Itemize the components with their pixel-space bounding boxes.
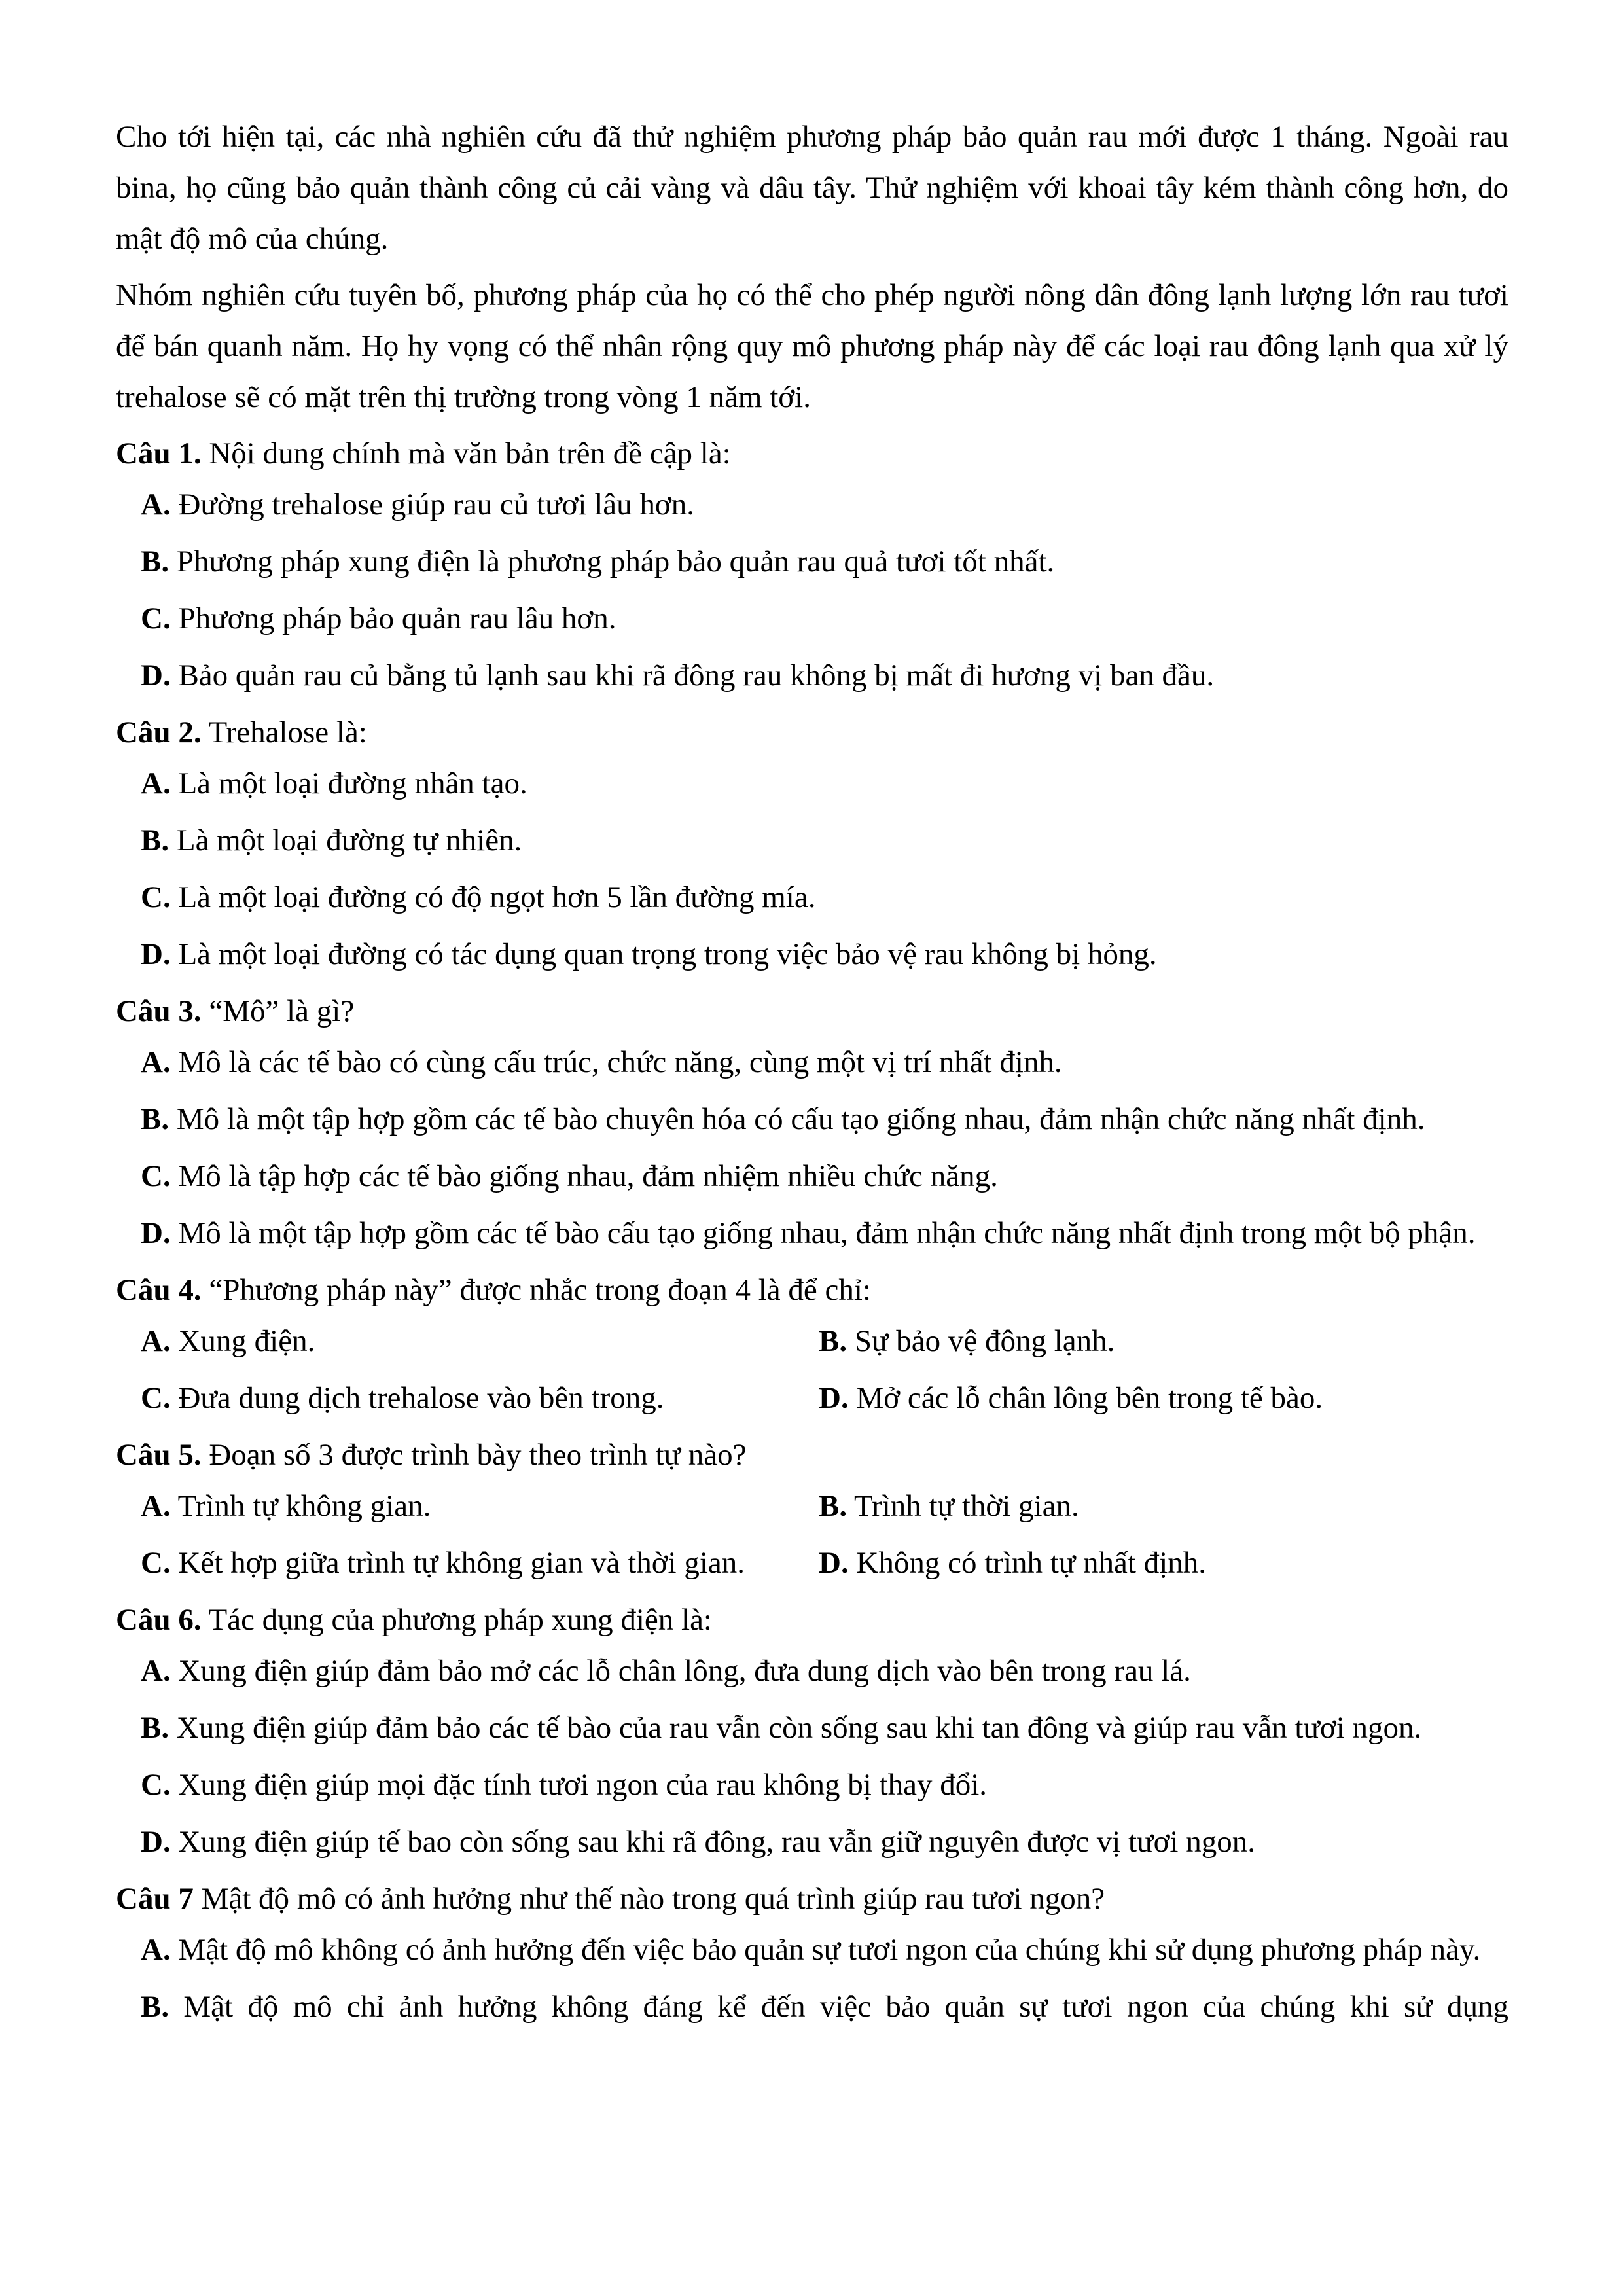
question-text: Mật độ mô có ảnh hưởng như thế nào trong quá trình giúp rau tươi ngon? (193, 1882, 1105, 1916)
option-letter: D. (819, 1546, 849, 1580)
question-3 (116, 986, 1508, 1037)
option-text: Mô là một tập hợp gồm các tế bào chuyên hóa có cấu tạo giống nhau, đảm nhận chức năng nhất định. (169, 1102, 1425, 1136)
option-letter: A. (141, 766, 171, 800)
option-letter: B. (141, 1990, 169, 2024)
option-text: Là một loại đường có tác dụng quan trọng trong việc bảo vệ rau không bị hỏng. (170, 937, 1157, 971)
option-b (116, 1981, 1508, 2032)
question-label: Câu 1. (116, 437, 202, 471)
option-text: Bảo quản rau củ bằng tủ lạnh sau khi rã đông rau không bị mất đi hương vị ban đầu. (170, 658, 1215, 692)
option-text: Trình tự không gian. (170, 1489, 431, 1523)
option-text: Là một loại đường có độ ngọt hơn 5 lần đường mía. (170, 880, 816, 914)
option-letter: C. (141, 1768, 171, 1802)
option-letter: C. (141, 880, 171, 914)
option-b (116, 1702, 1508, 1753)
option-a (116, 1924, 1508, 1975)
option-letter: B. (141, 823, 169, 857)
option-b (819, 1480, 1473, 1532)
option-letter: B. (141, 545, 169, 579)
option-a (116, 479, 1508, 530)
question-text: “Mô” là gì? (201, 994, 355, 1028)
question-5 (116, 1429, 1508, 1480)
option-letter: C. (141, 1159, 171, 1193)
question-7 (116, 1873, 1508, 1924)
question-label: Câu 4. (116, 1273, 202, 1307)
option-d (819, 1537, 1473, 1588)
option-text: Đưa dung dịch trehalose vào bên trong. (170, 1381, 664, 1415)
option-c (141, 1537, 819, 1588)
question-6 (116, 1594, 1508, 1645)
option-text: Không có trình tự nhất định. (848, 1546, 1207, 1580)
option-text: Là một loại đường nhân tạo. (170, 766, 527, 800)
question-label: Câu 2. (116, 715, 202, 749)
option-a (116, 758, 1508, 809)
option-c (116, 872, 1508, 923)
question-1 (116, 428, 1508, 479)
option-c (116, 593, 1508, 644)
option-text: Là một loại đường tự nhiên. (169, 823, 522, 857)
options-grid (116, 1480, 1508, 1588)
question-text: Đoạn số 3 được trình bày theo trình tự nào? (201, 1438, 747, 1472)
option-a (141, 1316, 819, 1367)
option-d (819, 1372, 1473, 1424)
option-letter: D. (141, 658, 171, 692)
option-letter: B. (141, 1102, 169, 1136)
question-text: “Phương pháp này” được nhắc trong đoạn 4 là để chỉ: (201, 1273, 871, 1307)
option-text: Mô là các tế bào có cùng cấu trúc, chức năng, cùng một vị trí nhất định. (170, 1045, 1062, 1079)
option-letter: B. (819, 1324, 847, 1358)
option-b (819, 1316, 1473, 1367)
option-text: Phương pháp bảo quản rau lâu hơn. (170, 601, 616, 636)
option-letter: C. (141, 1381, 171, 1415)
option-letter: A. (141, 1933, 171, 1967)
option-d (116, 650, 1508, 701)
option-letter: A. (141, 1324, 171, 1358)
option-text: Mật độ mô chỉ ảnh hưởng không đáng kể đến việc bảo quản sự tươi ngon của chúng khi sử dụng (169, 1990, 1508, 2024)
option-d (116, 1816, 1508, 1867)
option-text: Xung điện giúp đảm bảo mở các lỗ chân lông, đưa dung dịch vào bên trong rau lá. (170, 1654, 1191, 1688)
option-letter: D. (819, 1381, 849, 1415)
option-b (116, 536, 1508, 587)
question-text: Trehalose là: (201, 715, 367, 749)
option-text: Xung điện giúp mọi đặc tính tươi ngon của rau không bị thay đổi. (170, 1768, 988, 1802)
option-text: Mô là một tập hợp gồm các tế bào cấu tạo giống nhau, đảm nhận chức năng nhất định trong một bộ phận. (170, 1216, 1476, 1250)
option-text: Mô là tập hợp các tế bào giống nhau, đảm nhiệm nhiều chức năng. (170, 1159, 998, 1193)
options-grid (116, 1316, 1508, 1424)
paragraph: Cho tới hiện tại, các nhà nghiên cứu đã thử nghiệm phương pháp bảo quản rau mới được 1 tháng. Ngoài rau bina, họ cũng bảo quản thành công củ cải vàng và dâu tây. Thử nghiệm với khoai tây kém thành công hơn, do mật độ mô của chúng. (116, 120, 1508, 256)
option-letter: D. (141, 1216, 171, 1250)
question-text: Tác dụng của phương pháp xung điện là: (201, 1603, 712, 1637)
question-label: Câu 5. (116, 1438, 202, 1472)
option-letter: D. (141, 937, 171, 971)
option-text: Đường trehalose giúp rau củ tươi lâu hơn. (170, 488, 695, 522)
option-text: Sự bảo vệ đông lạnh. (847, 1324, 1115, 1358)
option-letter: A. (141, 1654, 171, 1688)
document-page (116, 111, 1508, 2038)
option-letter: A. (141, 1045, 171, 1079)
option-d (116, 1208, 1508, 1259)
option-c (116, 1151, 1508, 1202)
option-b (116, 815, 1508, 866)
option-letter: A. (141, 488, 171, 522)
question-label: Câu 6. (116, 1603, 202, 1637)
option-text: Xung điện. (170, 1324, 315, 1358)
option-b (116, 1094, 1508, 1145)
question-text: Nội dung chính mà văn bản trên đề cập là: (201, 437, 731, 471)
option-c (141, 1372, 819, 1424)
option-letter: B. (819, 1489, 847, 1523)
paragraph: Nhóm nghiên cứu tuyên bố, phương pháp của họ có thể cho phép người nông dân đông lạnh lượng lớn rau tươi để bán quanh năm. Họ hy vọng có thể nhân rộng quy mô phương pháp này để các loại rau đông lạnh qua xử lý trehalose sẽ có mặt trên thị trường trong vòng 1 năm tới. (116, 278, 1508, 414)
question-4 (116, 1265, 1508, 1316)
option-a (116, 1037, 1508, 1088)
option-letter: C. (141, 601, 171, 636)
question-label: Câu 7 (116, 1882, 194, 1916)
option-a (141, 1480, 819, 1532)
option-letter: A. (141, 1489, 171, 1523)
option-c (116, 1759, 1508, 1810)
option-letter: B. (141, 1711, 169, 1745)
option-text: Xung điện giúp tế bao còn sống sau khi rã đông, rau vẫn giữ nguyên được vị tươi ngon. (170, 1825, 1255, 1859)
option-text: Phương pháp xung điện là phương pháp bảo quản rau quả tươi tốt nhất. (169, 545, 1055, 579)
option-text: Kết hợp giữa trình tự không gian và thời gian. (170, 1546, 745, 1580)
option-d (116, 929, 1508, 980)
option-text: Trình tự thời gian. (847, 1489, 1079, 1523)
option-letter: C. (141, 1546, 171, 1580)
question-2 (116, 707, 1508, 758)
option-text: Mật độ mô không có ảnh hưởng đến việc bảo quản sự tươi ngon của chúng khi sử dụng phương pháp này. (170, 1933, 1481, 1967)
option-text: Xung điện giúp đảm bảo các tế bào của rau vẫn còn sống sau khi tan đông và giúp rau vẫn tươi ngon. (169, 1711, 1422, 1745)
option-a (116, 1645, 1508, 1696)
option-text: Mở các lỗ chân lông bên trong tế bào. (848, 1381, 1323, 1415)
question-label: Câu 3. (116, 994, 202, 1028)
option-letter: D. (141, 1825, 171, 1859)
